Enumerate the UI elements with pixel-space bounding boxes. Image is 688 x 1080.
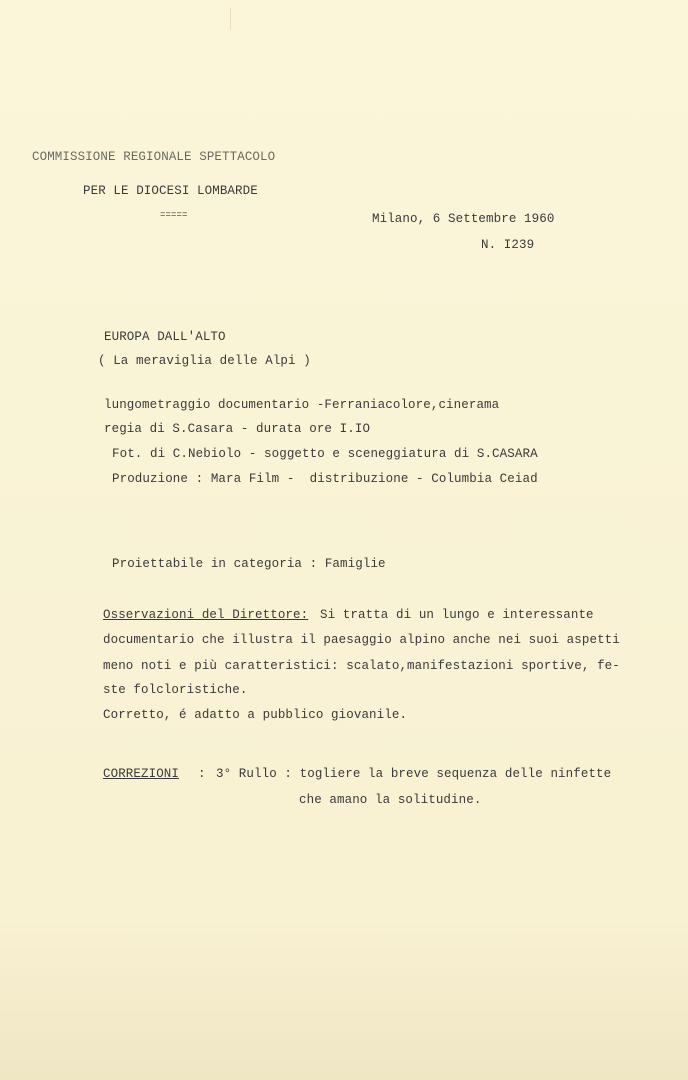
observations-line: meno noti e più caratteristici: scalato,manifestazioni sportive, fe- — [103, 659, 620, 673]
film-detail: Produzione : Mara Film - distribuzione - Columbia Ceiad — [112, 472, 538, 486]
film-title: EUROPA DALL'ALTO — [104, 330, 226, 344]
header-subtitle: PER LE DIOCESI LOMBARDE — [83, 184, 258, 198]
observations-line: Corretto, é adatto a pubblico giovanile. — [103, 708, 408, 722]
film-detail: regia di S.Casara - durata ore I.IO — [104, 422, 371, 436]
film-detail: lungometraggio documentario -Ferraniacolore,cinerama — [104, 398, 500, 412]
document-number: N. I239 — [481, 238, 535, 252]
observations-line: Si tratta di un lungo e interessante — [320, 608, 594, 622]
corrections-label: CORREZIONI — [103, 767, 180, 781]
observations-label: Osservazioni del Direttore: — [103, 608, 309, 622]
observations-line: documentario che illustra il paesaggio alpino anche nei suoi aspetti — [103, 633, 620, 647]
corrections-separator: : — [198, 767, 206, 781]
film-subtitle: ( La meraviglia delle Alpi ) — [98, 354, 311, 368]
corrections-line: che amano la solitudine. — [299, 793, 482, 807]
place-date: Milano, 6 Settembre 1960 — [372, 212, 555, 226]
observations-line: ste folcloristiche. — [103, 683, 248, 697]
header-divider: ===== — [160, 210, 188, 220]
film-detail: Fot. di C.Nebiolo - soggetto e sceneggiatura di S.CASARA — [112, 447, 538, 461]
corrections-line: 3° Rullo : togliere la breve sequenza delle ninfette — [216, 767, 612, 781]
header-organization: COMMISSIONE REGIONALE SPETTACOLO — [32, 150, 276, 164]
classification: Proiettabile in categoria : Famiglie — [112, 557, 386, 571]
paper-mark — [230, 8, 231, 30]
